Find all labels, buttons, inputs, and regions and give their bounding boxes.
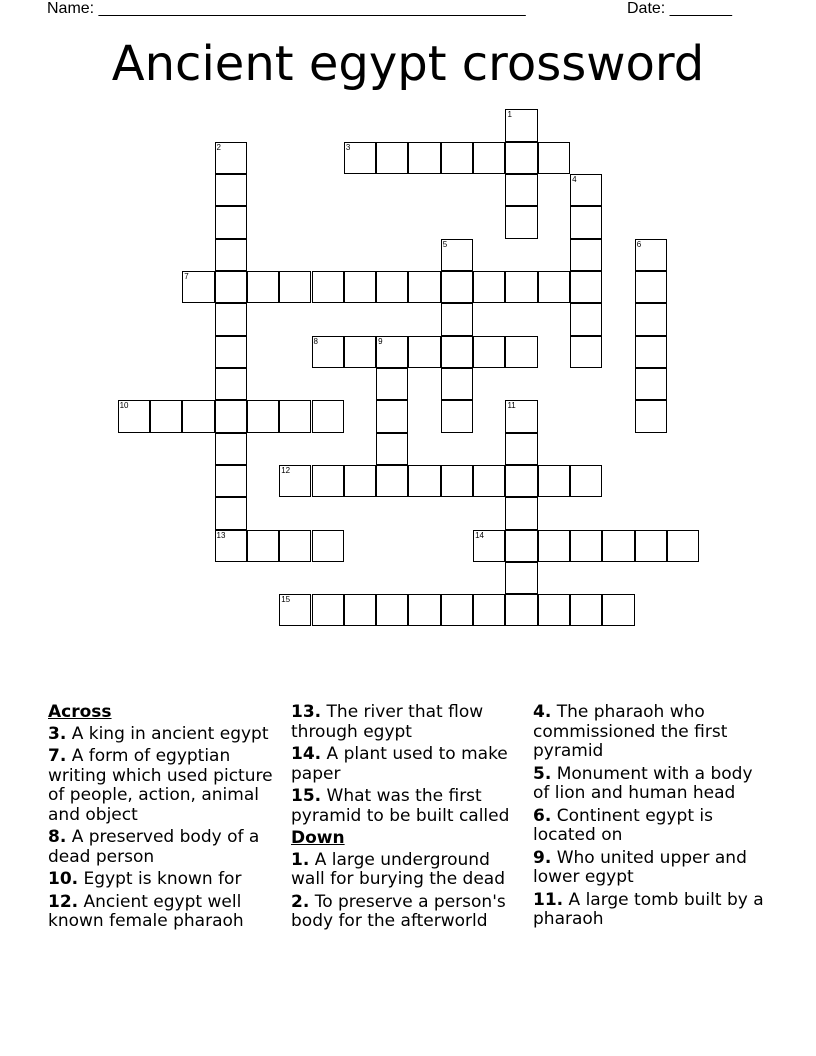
clue-number: 14. xyxy=(291,744,322,764)
crossword-cell[interactable] xyxy=(602,594,634,626)
cell-number: 7 xyxy=(184,272,189,281)
clue-down-4 xyxy=(533,703,773,762)
crossword-cell[interactable] xyxy=(312,400,344,432)
crossword-cell[interactable] xyxy=(505,400,537,432)
clue-number: 13. xyxy=(291,702,322,722)
crossword-cell[interactable] xyxy=(312,465,344,497)
clue-across-7 xyxy=(48,747,283,825)
clue-across-12 xyxy=(48,893,283,932)
crossword-cell[interactable] xyxy=(215,433,247,465)
crossword-cell[interactable] xyxy=(473,336,505,368)
crossword-cell[interactable] xyxy=(182,271,214,303)
crossword-cell[interactable] xyxy=(635,530,667,562)
clue-text: A form of egyptian writing which used picture of people, action, animal and object xyxy=(48,746,273,825)
crossword-cell[interactable] xyxy=(441,271,473,303)
crossword-cell[interactable] xyxy=(441,303,473,335)
crossword-cell[interactable] xyxy=(570,174,602,206)
clue-number: 15. xyxy=(291,786,322,806)
cell-number: 12 xyxy=(281,465,291,475)
crossword-cell[interactable] xyxy=(408,142,440,174)
crossword-cell[interactable] xyxy=(441,594,473,626)
crossword-cell[interactable] xyxy=(570,206,602,238)
cell-number: 3 xyxy=(345,142,351,152)
cell-number: 13 xyxy=(216,530,226,540)
crossword-cell[interactable] xyxy=(215,239,247,271)
clue-number: 9. xyxy=(533,847,552,868)
cell-number: 4 xyxy=(572,175,577,185)
date-field-label: Date: _______ xyxy=(627,0,732,17)
clue-text: Who united upper and lower egypt xyxy=(533,847,747,887)
clue-number: 7. xyxy=(48,746,67,766)
crossword-cell[interactable] xyxy=(441,142,473,174)
crossword-cell[interactable] xyxy=(635,271,667,303)
clue-down-2 xyxy=(291,893,529,932)
crossword-cell[interactable] xyxy=(215,465,247,497)
crossword-cell[interactable] xyxy=(602,530,634,562)
clue-number: 12. xyxy=(48,891,79,912)
crossword-cell[interactable] xyxy=(570,465,602,497)
crossword-cell[interactable] xyxy=(182,400,214,432)
crossword-cell[interactable] xyxy=(505,206,537,238)
crossword-cell[interactable] xyxy=(344,465,376,497)
crossword-cell[interactable] xyxy=(505,336,537,368)
cell-number: 9 xyxy=(378,336,383,346)
crossword-cell[interactable] xyxy=(570,271,602,303)
cell-number: 10 xyxy=(119,401,129,411)
cell-number: 15 xyxy=(281,595,291,605)
crossword-cell[interactable] xyxy=(312,530,344,562)
clue-across-14 xyxy=(291,745,529,784)
clue-number: 3. xyxy=(48,723,67,744)
crossword-cell[interactable] xyxy=(570,239,602,271)
crossword-cell[interactable] xyxy=(118,400,150,432)
crossword-cell[interactable] xyxy=(505,562,537,594)
crossword-cell[interactable] xyxy=(505,174,537,206)
crossword-cell[interactable] xyxy=(570,594,602,626)
crossword-cell[interactable] xyxy=(215,400,247,432)
cell-number: 8 xyxy=(313,336,318,346)
clue-text: The river that flow through egypt xyxy=(291,702,484,742)
crossword-cell[interactable] xyxy=(635,303,667,335)
crossword-cell[interactable] xyxy=(344,142,376,174)
crossword-cell[interactable] xyxy=(376,465,408,497)
clue-text: A large tomb built by a pharaoh xyxy=(533,889,764,929)
clue-text: Continent egypt is located on xyxy=(533,805,713,845)
clue-text: A preserved body of a dead person xyxy=(48,827,260,867)
crossword-cell[interactable] xyxy=(505,530,537,562)
crossword-cell[interactable] xyxy=(150,400,182,432)
clue-across-13 xyxy=(291,703,529,742)
clue-number: 8. xyxy=(48,827,67,847)
cell-number: 2 xyxy=(216,142,221,152)
clue-number: 1. xyxy=(291,849,310,870)
crossword-cell[interactable] xyxy=(215,271,247,303)
crossword-cell[interactable] xyxy=(473,465,505,497)
crossword-cell[interactable] xyxy=(441,239,473,271)
crossword-cell[interactable] xyxy=(376,142,408,174)
clue-number: 2. xyxy=(291,891,310,912)
crossword-cell[interactable] xyxy=(667,530,699,562)
down-heading: Down xyxy=(291,828,345,848)
clue-text: What was the first pyramid to be built called xyxy=(291,786,510,826)
crossword-cell[interactable] xyxy=(538,465,570,497)
crossword-cell[interactable] xyxy=(279,400,311,432)
clue-text: A king in ancient egypt xyxy=(71,723,269,744)
clue-number: 11. xyxy=(533,889,564,910)
crossword-cell[interactable] xyxy=(215,530,247,562)
clue-number: 4. xyxy=(533,702,552,722)
crossword-cell[interactable] xyxy=(473,594,505,626)
crossword-cell[interactable] xyxy=(408,465,440,497)
crossword-cell[interactable] xyxy=(215,303,247,335)
clue-number: 6. xyxy=(533,805,552,826)
clue-text: To preserve a person's body for the afterworld xyxy=(291,891,506,931)
crossword-cell[interactable] xyxy=(279,530,311,562)
clue-across-3 xyxy=(48,725,283,745)
crossword-cell[interactable] xyxy=(441,400,473,432)
clues-column-1 xyxy=(48,703,283,935)
crossword-cell[interactable] xyxy=(570,303,602,335)
crossword-cell[interactable] xyxy=(635,368,667,400)
clue-down-9 xyxy=(533,849,773,888)
clue-text: Ancient egypt well known female pharaoh xyxy=(48,891,244,931)
clue-text: A large underground wall for burying the dead xyxy=(291,849,506,889)
crossword-cell[interactable] xyxy=(215,497,247,529)
crossword-cell[interactable] xyxy=(538,271,570,303)
crossword-cell[interactable] xyxy=(441,336,473,368)
crossword-cell[interactable] xyxy=(344,594,376,626)
crossword-cell[interactable] xyxy=(473,142,505,174)
page-title: Ancient egypt crossword xyxy=(111,36,705,92)
clue-down-11 xyxy=(533,891,773,930)
cell-number: 1 xyxy=(507,110,512,120)
crossword-cell[interactable] xyxy=(473,530,505,562)
crossword-cell[interactable] xyxy=(215,142,247,174)
crossword-cell[interactable] xyxy=(408,336,440,368)
crossword-cell[interactable] xyxy=(441,465,473,497)
crossword-cell[interactable] xyxy=(505,142,537,174)
crossword-cell[interactable] xyxy=(408,271,440,303)
crossword-cell[interactable] xyxy=(312,594,344,626)
crossword-cell[interactable] xyxy=(376,336,408,368)
crossword-cell[interactable] xyxy=(344,271,376,303)
crossword-cell[interactable] xyxy=(635,239,667,271)
crossword-cell[interactable] xyxy=(247,530,279,562)
cell-number: 5 xyxy=(442,239,448,249)
crossword-cell[interactable] xyxy=(215,206,247,238)
crossword-cell[interactable] xyxy=(505,433,537,465)
crossword-cell[interactable] xyxy=(635,336,667,368)
crossword-cell[interactable] xyxy=(441,368,473,400)
crossword-cell[interactable] xyxy=(408,594,440,626)
crossword-cell[interactable] xyxy=(538,594,570,626)
crossword-cell[interactable] xyxy=(279,271,311,303)
crossword-cell[interactable] xyxy=(215,368,247,400)
crossword-cell[interactable] xyxy=(279,594,311,626)
crossword-cell[interactable] xyxy=(570,530,602,562)
crossword-cell[interactable] xyxy=(505,465,537,497)
crossword-cell[interactable] xyxy=(538,530,570,562)
crossword-cell[interactable] xyxy=(505,594,537,626)
crossword-cell[interactable] xyxy=(215,174,247,206)
crossword-cell[interactable] xyxy=(635,400,667,432)
clue-across-8 xyxy=(48,828,283,867)
clue-down-1 xyxy=(291,851,529,890)
crossword-cell[interactable] xyxy=(247,271,279,303)
crossword-cell[interactable] xyxy=(505,109,537,141)
crossword-cell[interactable] xyxy=(538,142,570,174)
clues-column-3 xyxy=(533,703,773,933)
crossword-cell[interactable] xyxy=(344,336,376,368)
cell-number: 14 xyxy=(475,530,485,540)
name-field-label: Name: ________________________________________________ xyxy=(47,0,526,17)
cell-number: 11 xyxy=(507,401,516,411)
crossword-cell[interactable] xyxy=(570,336,602,368)
clue-down-5 xyxy=(533,765,773,804)
crossword-cell[interactable] xyxy=(376,594,408,626)
clue-down-6 xyxy=(533,807,773,846)
crossword-cell[interactable] xyxy=(247,400,279,432)
crossword-cell[interactable] xyxy=(312,271,344,303)
clue-number: 10. xyxy=(48,869,79,889)
clues-column-2 xyxy=(291,703,529,935)
crossword-cell[interactable] xyxy=(376,368,408,400)
crossword-cell[interactable] xyxy=(505,271,537,303)
clue-across-10 xyxy=(48,870,283,890)
clue-across-15 xyxy=(291,787,529,826)
clue-text: Monument with a body of lion and human head xyxy=(533,763,753,803)
crossword-cell[interactable] xyxy=(312,336,344,368)
clue-number: 5. xyxy=(533,763,552,784)
crossword-cell[interactable] xyxy=(279,465,311,497)
crossword-cell[interactable] xyxy=(376,433,408,465)
crossword-cell[interactable] xyxy=(376,271,408,303)
crossword-cell[interactable] xyxy=(473,271,505,303)
clue-text: Egypt is known for xyxy=(83,869,242,889)
clue-text: The pharaoh who commissioned the first pyramid xyxy=(533,702,728,761)
crossword-cell[interactable] xyxy=(215,336,247,368)
across-heading: Across xyxy=(48,702,112,722)
cell-number: 6 xyxy=(636,239,642,249)
clue-text: A plant used to make paper xyxy=(291,744,508,784)
crossword-cell[interactable] xyxy=(376,400,408,432)
crossword-cell[interactable] xyxy=(505,497,537,529)
